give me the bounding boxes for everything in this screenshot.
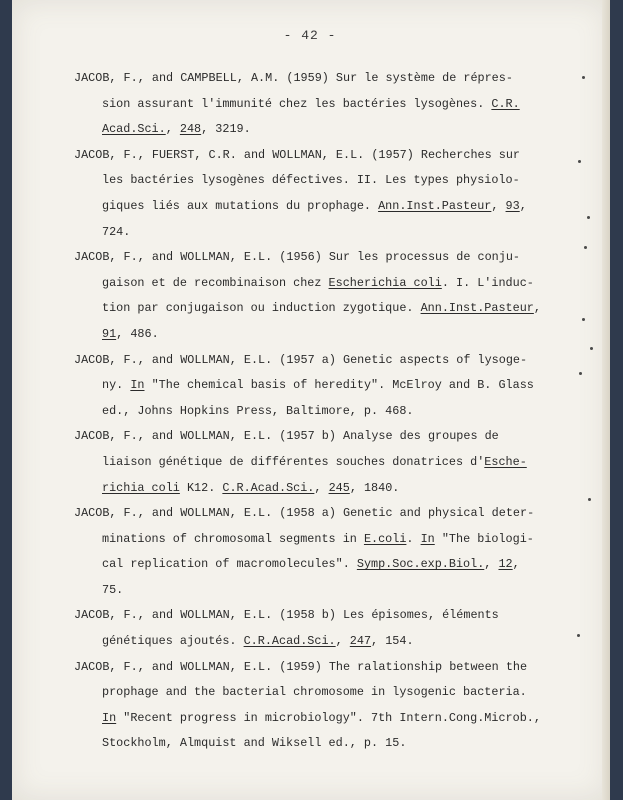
text-segment: JACOB, F., and WOLLMAN, E.L. (1958 b) Les épisomes, éléments [74, 608, 499, 623]
text-segment: giques liés aux mutations du prophage. [102, 198, 379, 213]
text-segment: ny. [102, 378, 131, 393]
reference-line [74, 450, 564, 476]
text-segment: gaison et de recombinaison chez [102, 275, 329, 290]
margin-mark [578, 160, 581, 163]
underlined-text: In [102, 710, 117, 725]
underlined-text: Ann.Inst.Pasteur [420, 301, 534, 316]
text-segment: , [491, 198, 506, 213]
reference-entry [74, 424, 564, 501]
text-segment: , [335, 634, 350, 649]
underlined-text: 248 [179, 122, 202, 137]
underlined-text: 93 [505, 198, 520, 213]
reference-line [74, 373, 564, 399]
text-segment: JACOB, F., and WOLLMAN, E.L. (1959) The ralationship between the [74, 659, 528, 674]
margin-mark [590, 347, 593, 350]
underlined-text: 247 [349, 634, 372, 649]
reference-entry [74, 66, 564, 143]
text-segment: JACOB, F., FUERST, C.R. and WOLLMAN, E.L. (1957) Recherches sur [74, 147, 520, 162]
text-segment: . [406, 531, 421, 546]
reference-line [74, 706, 564, 732]
text-segment: , [484, 557, 499, 572]
underlined-text: 12 [498, 557, 513, 572]
reference-line [74, 220, 564, 246]
margin-mark [577, 634, 580, 637]
text-segment: , 486. [116, 326, 159, 341]
margin-mark [587, 216, 590, 219]
text-segment: , 1840. [349, 480, 400, 495]
text-segment: . I. L'induc- [441, 275, 534, 290]
text-segment: les bactéries lysogènes défectives. II. Les types physiolo- [102, 173, 520, 188]
text-segment: JACOB, F., and WOLLMAN, E.L. (1958 a) Genetic and physical deter- [74, 506, 535, 521]
underlined-text: In [420, 531, 435, 546]
text-segment: , [165, 122, 180, 137]
text-segment: "The biologi- [434, 531, 534, 546]
text-segment: , 3219. [201, 122, 251, 137]
text-segment: "Recent progress in microbiology". 7th Intern.Cong.Microb., [116, 710, 541, 725]
underlined-text: Ann.Inst.Pasteur [378, 198, 492, 213]
underlined-text: Esche- [484, 454, 527, 469]
text-segment: ed., Johns Hopkins Press, Baltimore, p. 468. [102, 403, 414, 418]
reference-entry [74, 603, 564, 654]
underlined-text: C.R.Acad.Sci. [222, 480, 315, 495]
text-segment: liaison génétique de différentes souches donatrices d' [102, 454, 485, 469]
margin-mark [584, 246, 587, 249]
reference-line [74, 680, 564, 706]
reference-line [74, 552, 564, 578]
margin-mark [579, 372, 582, 375]
reference-line [74, 603, 564, 629]
text-segment: sion assurant l'immunité chez les bactéries lysogènes. [102, 96, 492, 111]
reference-line [74, 66, 564, 92]
text-segment: 724. [102, 224, 131, 239]
reference-line [74, 731, 564, 757]
reference-line [74, 655, 564, 681]
reference-entry [74, 655, 564, 757]
text-segment: "The chemical basis of heredity". McElroy and B. Glass [144, 378, 534, 393]
underlined-text: Escherichia coli [328, 275, 442, 290]
text-segment: JACOB, F., and WOLLMAN, E.L. (1956) Sur les processus de conju- [74, 250, 520, 265]
text-segment: JACOB, F., and WOLLMAN, E.L. (1957 a) Genetic aspects of lysoge- [74, 352, 528, 367]
text-segment: JACOB, F., and WOLLMAN, E.L. (1957 b) Analyse des groupes de [74, 429, 499, 444]
page-edge [602, 0, 610, 800]
text-segment: Stockholm, Almquist and Wiksell ed., p. 15. [102, 736, 407, 751]
text-segment: , [512, 557, 520, 572]
reference-list [74, 66, 564, 757]
reference-line [74, 194, 564, 220]
reference-line [74, 92, 564, 118]
text-segment: cal replication of macromolecules". [102, 557, 357, 572]
reference-line [74, 168, 564, 194]
reference-line [74, 245, 564, 271]
reference-line [74, 296, 564, 322]
page-number: - 42 - [283, 28, 337, 43]
text-segment: 75. [102, 582, 124, 597]
reference-line [74, 629, 564, 655]
reference-line [74, 501, 564, 527]
underlined-text: 91 [102, 326, 117, 341]
text-segment: prophage and the bacterial chromosome in lysogenic bacteria. [102, 685, 527, 700]
reference-entry [74, 348, 564, 425]
underlined-text: In [130, 378, 145, 393]
reference-entry [74, 501, 564, 603]
reference-line [74, 424, 564, 450]
text-segment: génétiques ajoutés. [102, 634, 244, 649]
text-segment: minations of chromosomal segments in [102, 531, 364, 546]
text-segment: , [314, 480, 329, 495]
underlined-text: E.coli [363, 531, 407, 546]
text-segment: JACOB, F., and CAMPBELL, A.M. (1959) Sur le système de répres- [74, 71, 513, 85]
margin-mark [582, 76, 585, 79]
text-segment: K12. [179, 480, 223, 495]
reference-line [74, 527, 564, 553]
reference-entry [74, 143, 564, 245]
underlined-text: Symp.Soc.exp.Biol. [356, 557, 485, 572]
document-page [12, 0, 608, 800]
text-segment: , [533, 301, 541, 316]
underlined-text: C.R. [491, 96, 520, 111]
reference-line [74, 578, 564, 604]
reference-line [74, 117, 564, 143]
reference-entry [74, 245, 564, 347]
underlined-text: richia coli [102, 480, 180, 495]
reference-line [74, 143, 564, 169]
reference-line [74, 348, 564, 374]
reference-line [74, 476, 564, 502]
reference-line [74, 322, 564, 348]
reference-line [74, 271, 564, 297]
margin-mark [588, 498, 591, 501]
text-segment: , 154. [371, 634, 414, 649]
margin-mark [582, 318, 585, 321]
text-segment: , [519, 198, 527, 213]
underlined-text: 245 [328, 480, 350, 495]
underlined-text: Acad.Sci. [102, 122, 166, 137]
text-segment: tion par conjugaison ou induction zygotique. [102, 301, 421, 316]
reference-line [74, 399, 564, 425]
underlined-text: C.R.Acad.Sci. [243, 634, 336, 649]
